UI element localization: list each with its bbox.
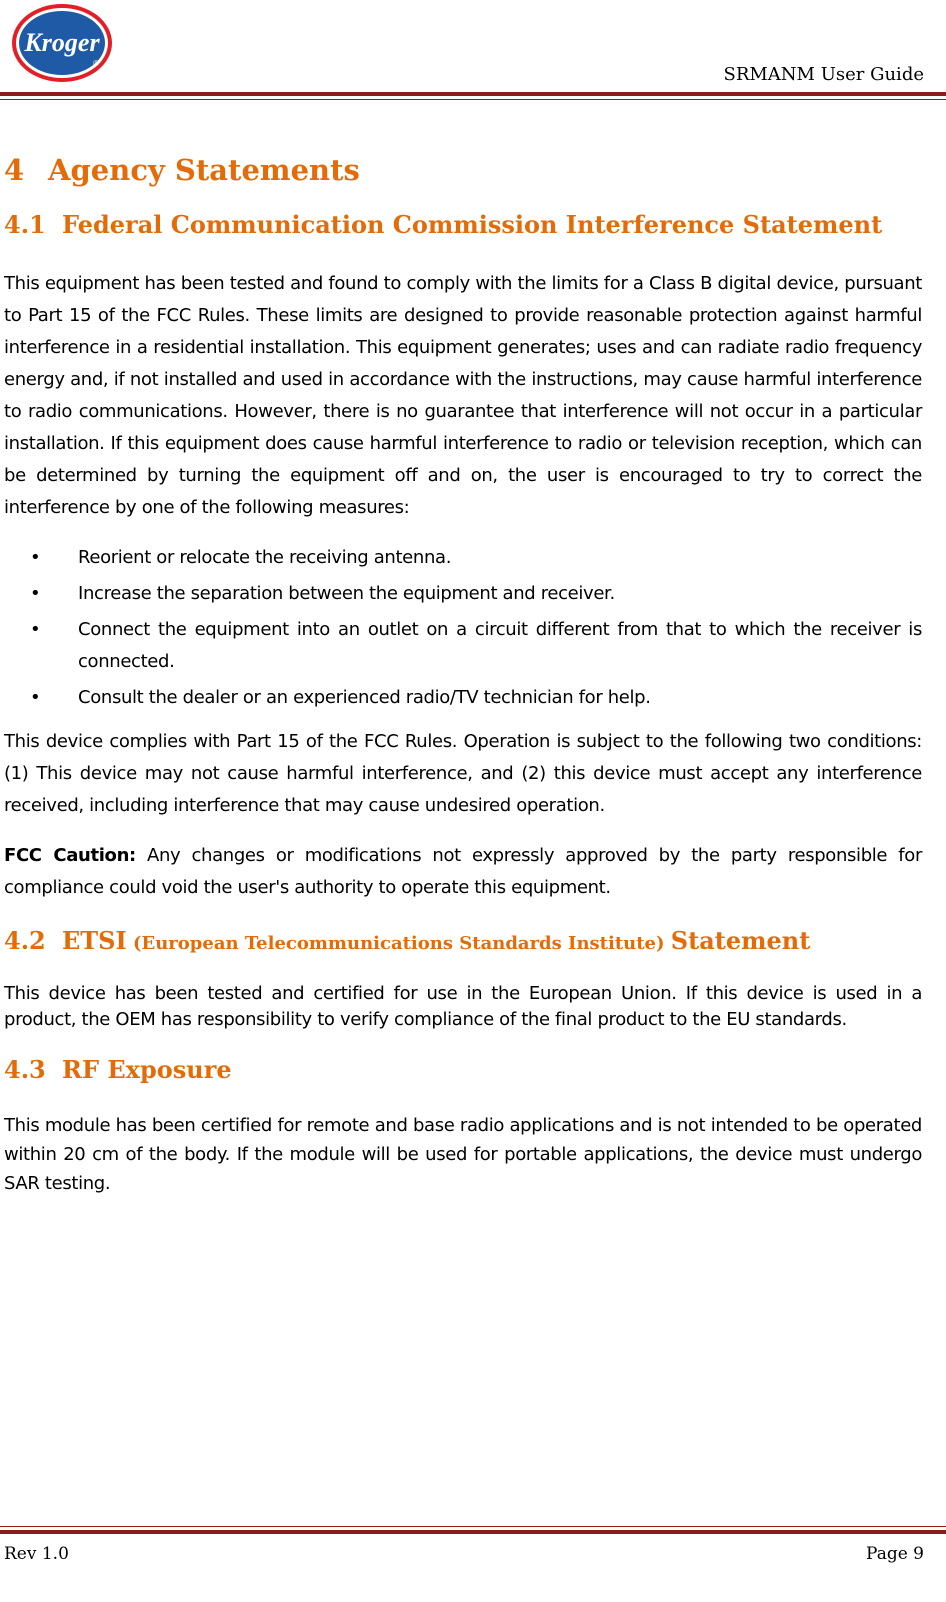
logo-registered-mark: ® (93, 59, 99, 68)
section-title: Agency Statements (48, 153, 360, 187)
page-content (4, 150, 922, 1198)
etsi-heading (4, 924, 922, 961)
fcc-caution-label: FCC Caution: (4, 845, 136, 866)
fcc-intro-paragraph: This equipment has been tested and found to comply with the limits for a Class B digital device, pursuant to Part 15 of the FCC Rules. These limits are designed to provide reasonable protection against harmful interference in a residential installation. This equipment generates; uses and can radiate radio frequency energy and, if not installed and used in accordance with the instructions, may cause harmful interference to radio communications. However, there is no guarantee that interference will not occur in a particular installation. If this equipment does cause harmful interference to radio or television reception, which can be determined by turning the equipment off and on, the user is encouraged to try to correct the interference by one of the following measures: (4, 273, 922, 518)
section-heading (4, 150, 922, 190)
fcc-heading (4, 208, 922, 242)
fcc-measures-list (4, 542, 922, 714)
etsi-title-suffix: Statement (670, 926, 811, 955)
fcc-compliance-paragraph: This device complies with Part 15 of the FCC Rules. Operation is subject to the following two conditions: (1) This device may not cause harmful interference, and (2) this device must accept any interference received, including interference that may cause undesired operation. (4, 731, 922, 816)
etsi-title-prefix: ETSI (62, 926, 127, 955)
bullet-icon: • (30, 619, 41, 640)
etsi-paragraph: This device has been tested and certified for use in the European Union. If this device is used in a product, the OEM has responsibility to verify compliance of the final product to the EU standards. (4, 983, 922, 1030)
list-item: • Reorient or relocate the receiving antenna. (4, 542, 922, 574)
fcc-caution-paragraph (4, 840, 922, 904)
header-rule-thick (0, 92, 946, 96)
kroger-logo (10, 2, 114, 84)
list-item: • Increase the separation between the equipment and receiver. (4, 578, 922, 610)
page-number: Page 9 (866, 1544, 924, 1564)
list-item: • Connect the equipment into an outlet on a circuit different from that to which the receiver is connected. (4, 614, 922, 678)
logo-wordmark: Kroger (24, 28, 100, 57)
fcc-caution-text: Any changes or modifications not expressly approved by the party responsible for compliance could void the user's authority to operate this equipment. (4, 845, 922, 898)
bullet-icon: • (30, 583, 41, 604)
bullet-icon: • (30, 687, 41, 708)
rf-number: 4.3 (4, 1055, 46, 1084)
header-rule-thin (0, 99, 946, 100)
footer-rule-thick (0, 1530, 946, 1534)
revision-label: Rev 1.0 (4, 1544, 69, 1564)
fcc-number: 4.1 (4, 210, 46, 239)
fcc-title: Federal Communication Commission Interference Statement (62, 210, 883, 239)
document-title: SRMANM User Guide (723, 64, 924, 85)
footer-rule-thin (0, 1526, 946, 1527)
etsi-number: 4.2 (4, 926, 46, 955)
rf-title: RF Exposure (62, 1055, 232, 1084)
rf-paragraph: This module has been certified for remote and base radio applications and is not intended to be operated within 20 cm of the body. If the module will be used for portable applications, the device must undergo SAR testing. (4, 1115, 922, 1194)
bullet-icon: • (30, 547, 41, 568)
list-item: • Consult the dealer or an experienced radio/TV technician for help. (4, 682, 922, 714)
section-number: 4 (4, 153, 25, 187)
rf-heading (4, 1053, 922, 1087)
etsi-title-paren: (European Telecommunications Standards Institute) (126, 933, 671, 954)
